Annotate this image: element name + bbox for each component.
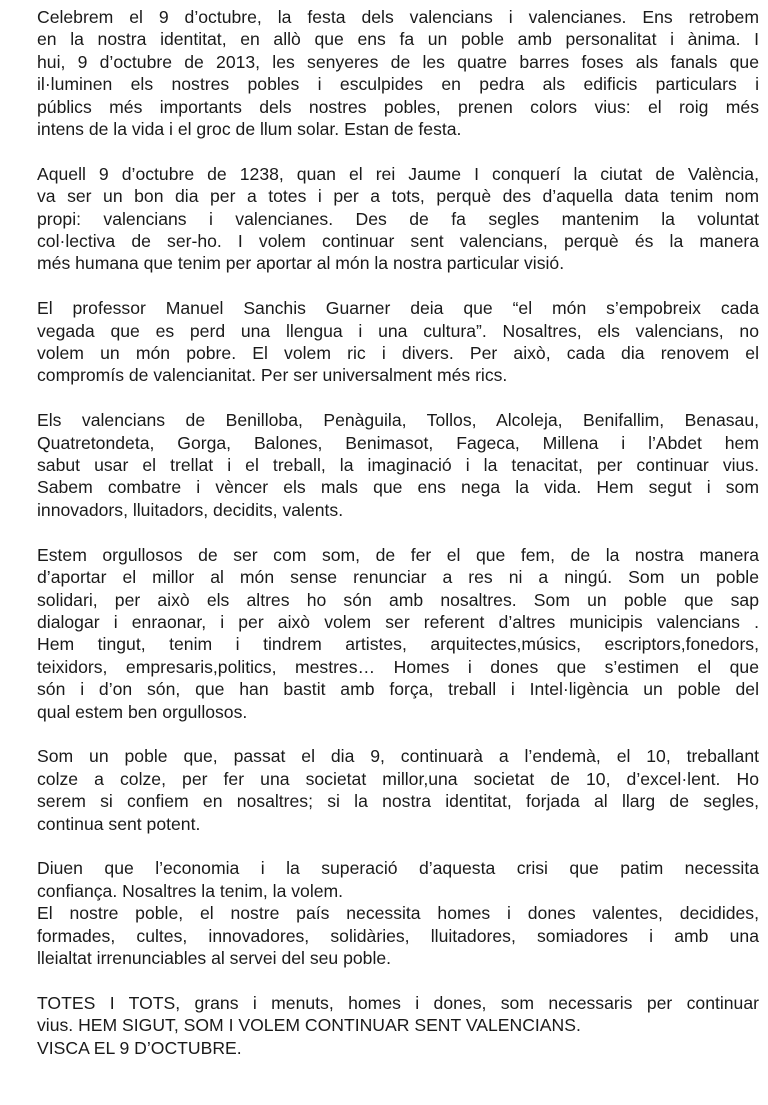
text-line: públics més importants dels nostres pobles, prenen colors vius: el roig més bbox=[37, 96, 759, 117]
text-line: confiança. Nosaltres la tenim, la volem. bbox=[37, 880, 344, 901]
text-line: formades, cultes, innovadores, solidàries, lluitadores, somiadores i amb una bbox=[37, 925, 759, 946]
paragraph-8 bbox=[37, 992, 759, 1059]
text-line: VISCA EL 9 D’OCTUBRE. bbox=[37, 1037, 242, 1058]
text-line: col·lectiva de ser-ho. I volem continuar sent valencians, perquè és la manera bbox=[37, 231, 759, 252]
text-line: teixidors, empresaris,politics, mestres… Homes i dones que s’estimen el que bbox=[37, 656, 759, 677]
paragraph-6 bbox=[37, 745, 759, 835]
text-line: solidari, per això els altres ho són amb nosaltres. Som un poble que sap bbox=[37, 589, 759, 610]
text-line: dialogar i enraonar, i per això volem ser referent d’altres municipis valencians . bbox=[37, 611, 759, 632]
text-line: intens de la vida i el groc de llum solar. Estan de festa. bbox=[37, 119, 462, 140]
text-line: lleialtat irrenunciables al servei del seu poble. bbox=[37, 947, 392, 968]
text-line: va ser un bon dia per a totes i per a tots, perquè des d’aquella data tenim nom bbox=[37, 186, 759, 207]
paragraph-3 bbox=[37, 297, 759, 387]
text-line: Sabem combatre i vèncer els mals que ens nega la vida. Hem segut i som bbox=[37, 477, 759, 498]
text-line: TOTES I TOTS, grans i menuts, homes i dones, som necessaris per continuar bbox=[37, 992, 759, 1013]
text-line: serem si confiem en nosaltres; si la nostra identitat, forjada al llarg de segles, bbox=[37, 791, 759, 812]
text-line: són i d’on són, que han bastit amb força, treball i Intel·ligència un poble del bbox=[37, 679, 759, 700]
text-line: qual estem ben orgullosos. bbox=[37, 701, 248, 722]
text-line: compromís de valencianitat. Per ser universalment més rics. bbox=[37, 365, 508, 386]
text-line: innovadors, lluitadors, decidits, valents. bbox=[37, 499, 344, 520]
text-line: d’aportar el millor al món sense renunciar a res ni a ningú. Som un poble bbox=[37, 567, 759, 588]
text-line: més humana que tenim per aportar al món la nostra particular visió. bbox=[37, 253, 565, 274]
text-line: propi: valencians i valencianes. Des de fa segles mantenim la voluntat bbox=[37, 208, 759, 229]
text-line: Som un poble que, passat el dia 9, continuarà a l’endemà, el 10, treballant bbox=[37, 746, 759, 767]
text-line: vegada que es perd una llengua i una cultura”. Nosaltres, els valencians, no bbox=[37, 320, 759, 341]
text-line: Quatretondeta, Gorga, Balones, Benimasot, Fageca, Millena i l’Abdet hem bbox=[37, 432, 759, 453]
paragraph-2 bbox=[37, 163, 759, 275]
text-line: en la nostra identitat, en allò que ens fa un poble amb personalitat i ànima. I bbox=[37, 29, 759, 50]
text-line: vius. HEM SIGUT, SOM I VOLEM CONTINUAR SENT VALENCIANS. bbox=[37, 1015, 581, 1036]
text-line: Hem tingut, tenim i tindrem artistes, arquitectes,músics, escriptors,fonedors, bbox=[37, 634, 759, 655]
text-line: il·luminen els nostres pobles i esculpides en pedra als edificis particulars i bbox=[37, 74, 759, 95]
paragraph-7 bbox=[37, 857, 759, 969]
text-line: volem un món pobre. El volem ric i divers. Per això, cada dia renovem el bbox=[37, 343, 759, 364]
text-line: El professor Manuel Sanchis Guarner deia que “el món s’empobreix cada bbox=[37, 298, 759, 319]
text-line: Celebrem el 9 d’octubre, la festa dels valencians i valencianes. Ens retrobem bbox=[37, 7, 759, 27]
paragraph-4 bbox=[37, 409, 759, 521]
text-line: Aquell 9 d’octubre de 1238, quan el rei Jaume I conquerí la ciutat de València, bbox=[37, 163, 759, 184]
paragraph-1 bbox=[37, 6, 759, 140]
text-line: Estem orgullosos de ser com som, de fer el que fem, de la nostra manera bbox=[37, 544, 759, 565]
text-line: hui, 9 d’octubre de 2013, les senyeres de les quatre barres foses als fanals que bbox=[37, 51, 759, 72]
text-line: El nostre poble, el nostre país necessita homes i dones valentes, decidides, bbox=[37, 903, 759, 924]
text-line: sabut usar el trellat i el treball, la imaginació i la tenacitat, per continuar vius. bbox=[37, 455, 759, 476]
text-line: continua sent potent. bbox=[37, 813, 201, 834]
text-line: colze a colze, per fer una societat millor,una societat de 10, d’excel·lent. Ho bbox=[37, 768, 759, 789]
text-line: Els valencians de Benilloba, Penàguila, Tollos, Alcoleja, Benifallim, Benasau, bbox=[37, 410, 759, 431]
paragraph-5 bbox=[37, 544, 759, 723]
document-body bbox=[37, 6, 759, 1081]
text-line: Diuen que l’economia i la superació d’aquesta crisi que patim necessita bbox=[37, 858, 759, 879]
